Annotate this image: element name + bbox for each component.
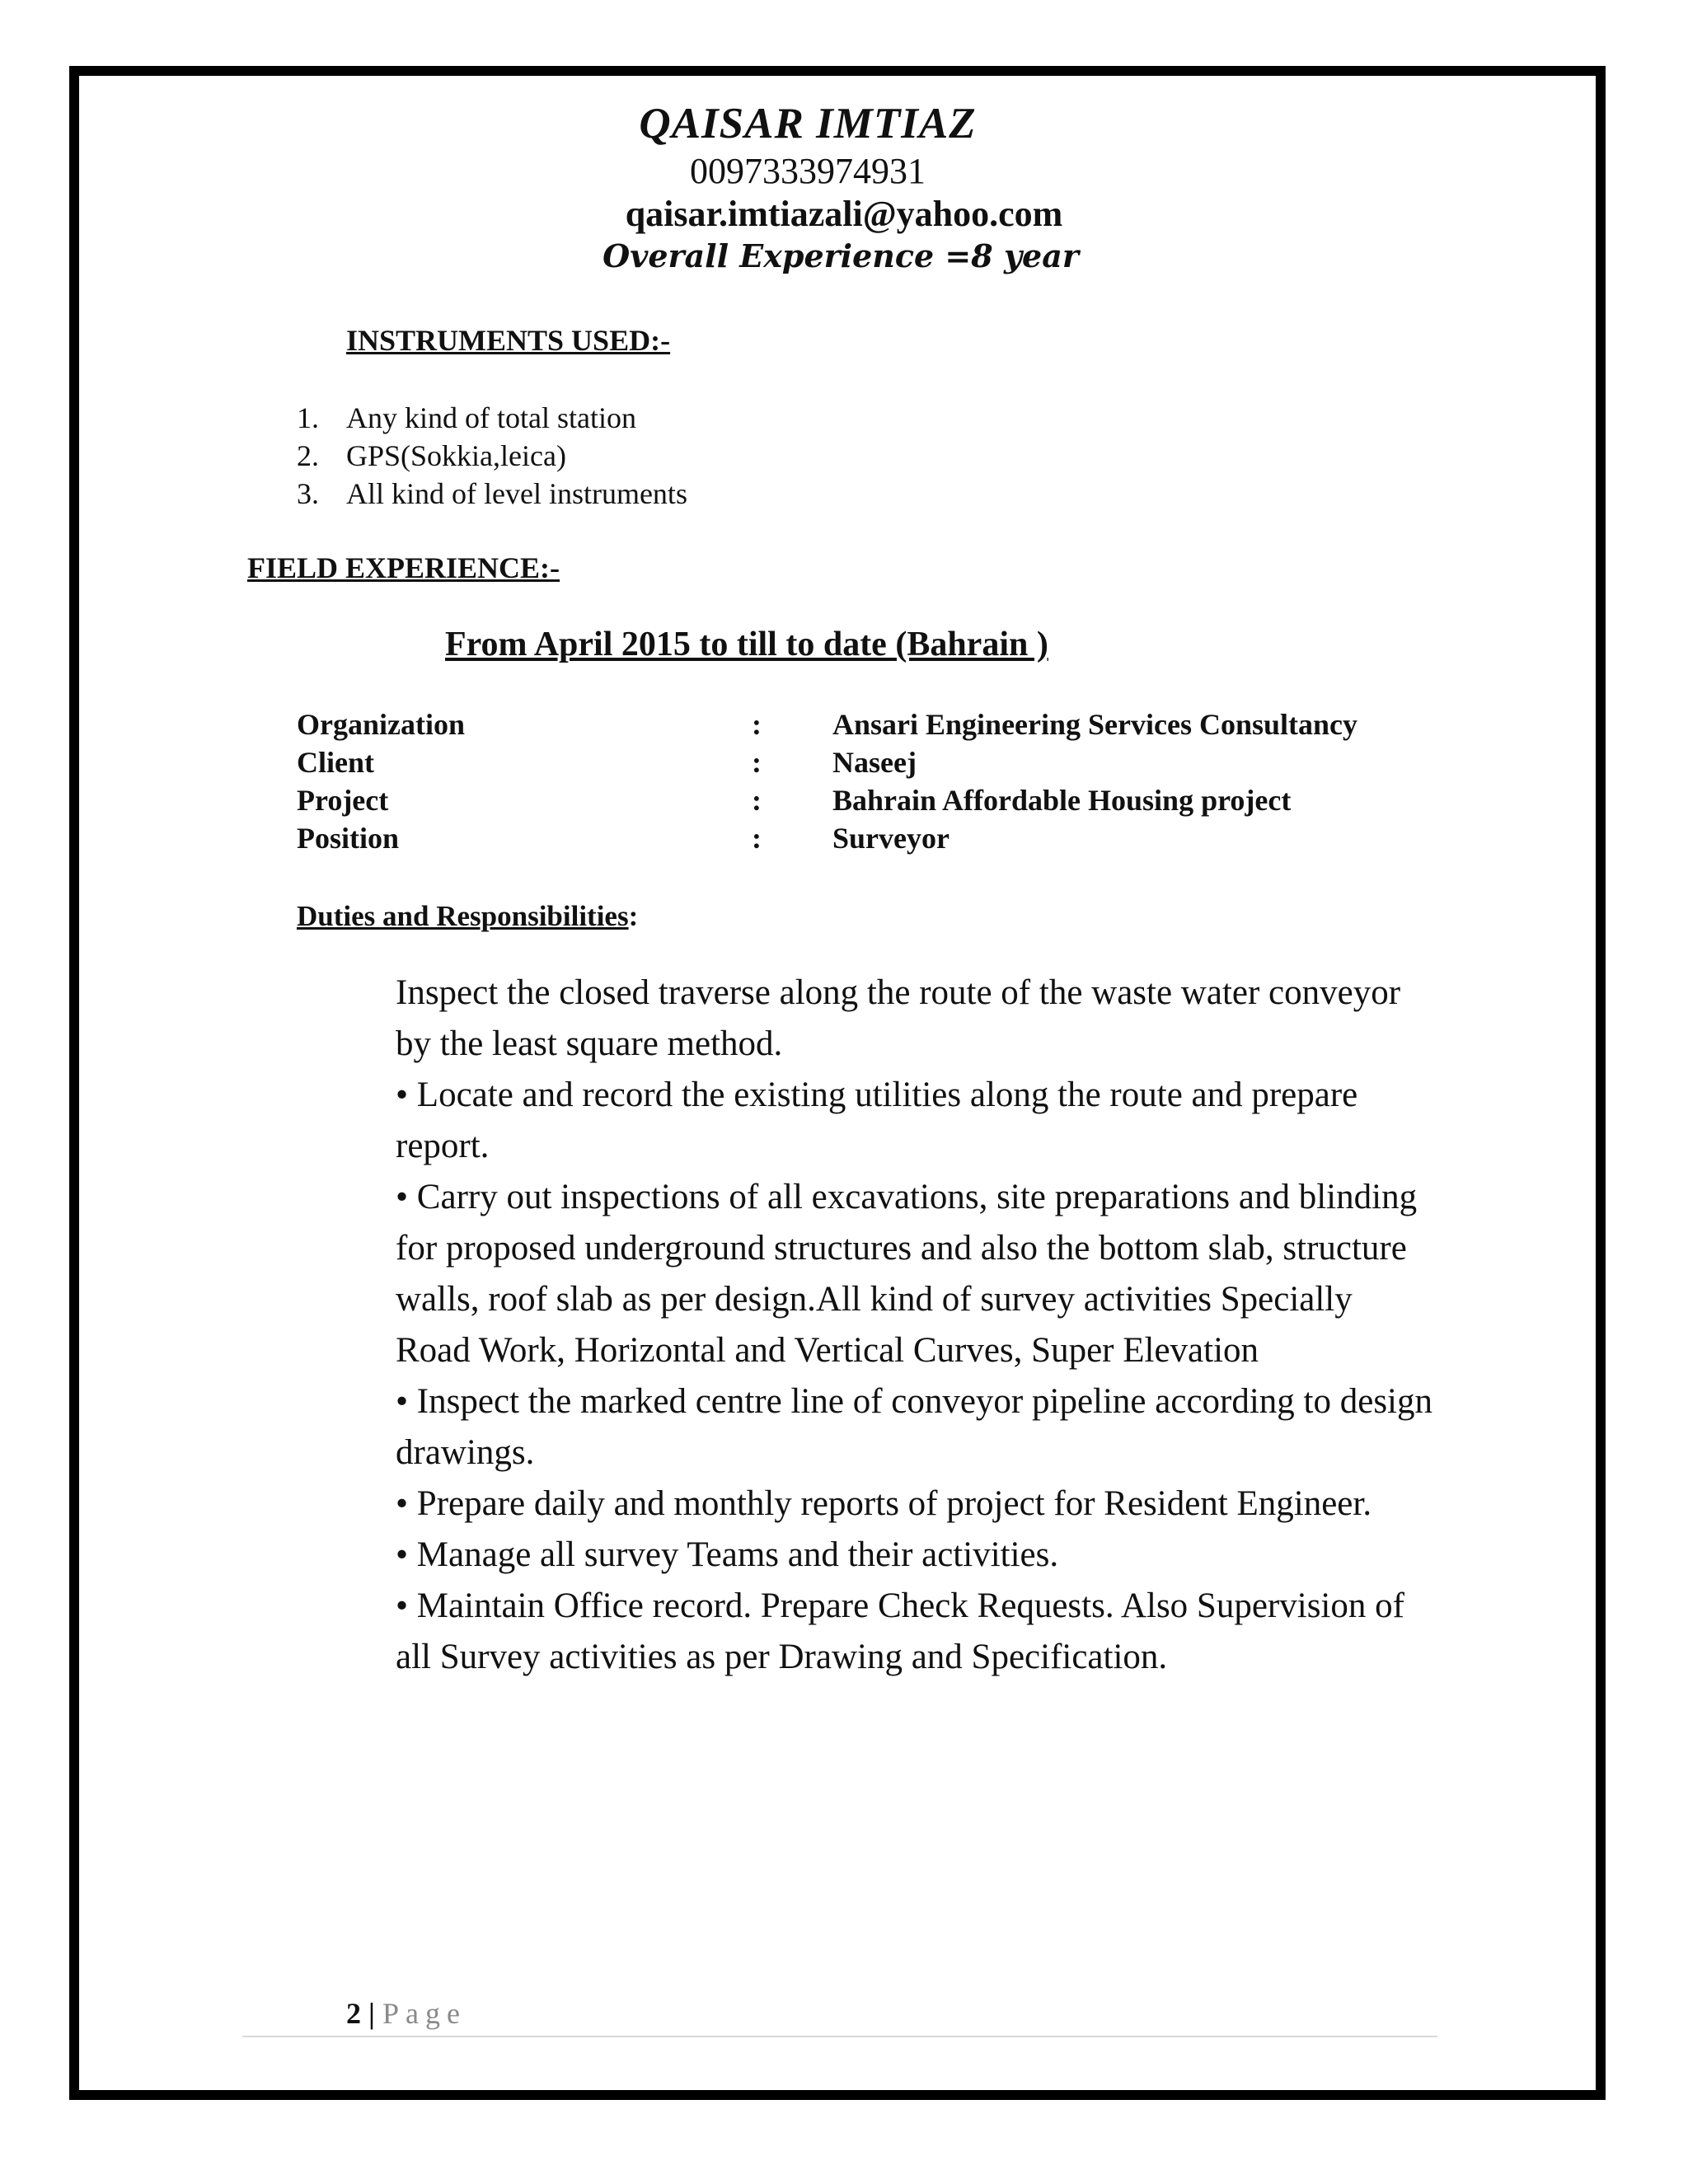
detail-row-project [297, 783, 1451, 821]
detail-colon: : [752, 746, 762, 779]
detail-label: Client [297, 746, 374, 779]
duty-item: • Locate and record the existing utilities along the route and prepare report. [396, 1076, 1358, 1165]
detail-value: Naseej [832, 746, 917, 779]
field-experience-heading: FIELD EXPERIENCE:- [247, 551, 560, 584]
detail-colon: : [752, 784, 762, 817]
list-number: 3. [297, 477, 319, 510]
footer-rule [242, 2036, 1437, 2037]
instruments-heading: INSTRUMENTS USED:- [346, 324, 671, 357]
job-details [297, 707, 1451, 859]
detail-colon: : [752, 822, 762, 855]
detail-label: Project [297, 784, 389, 817]
instruments-list [297, 399, 687, 513]
detail-value: Ansari Engineering Services Consultancy [832, 708, 1358, 741]
detail-row-position [297, 821, 1451, 859]
detail-value: Surveyor [832, 822, 950, 855]
list-item [297, 475, 687, 513]
duties-heading [297, 900, 638, 933]
list-number: 2. [297, 439, 319, 472]
duty-item: • Manage all survey Teams and their activities. [396, 1535, 1059, 1574]
list-text: GPS(Sokkia,leica) [346, 439, 566, 472]
phone-number: 0097333974931 [690, 151, 926, 191]
duty-item: Inspect the closed traverse along the route of the waste water conveyor by the least square method. [396, 973, 1401, 1063]
duty-item: • Maintain Office record. Prepare Check Requests. Also Supervision of all Survey activities as per Drawing and Specification. [396, 1586, 1404, 1676]
page-separator: | [361, 1997, 382, 2030]
detail-row-organization [297, 707, 1451, 745]
detail-label: Organization [297, 708, 465, 741]
duties-heading-suffix: : [628, 900, 639, 932]
candidate-name: QAISAR IMTIAZ [639, 100, 977, 148]
detail-value: Bahrain Affordable Housing project [832, 784, 1292, 817]
overall-experience: Overall Experience =8 year [603, 237, 1079, 274]
page-number: 2 [346, 1997, 361, 2030]
detail-label: Position [297, 822, 400, 855]
email-address: qaisar.imtiazali@yahoo.com [625, 194, 1063, 234]
duties-heading-text: Duties and Responsibilities [297, 900, 629, 932]
page-footer [346, 1996, 467, 2031]
page-label: Page [382, 1997, 467, 2030]
list-text: All kind of level instruments [346, 477, 687, 510]
list-item [297, 437, 687, 475]
experience-period: From April 2015 to till to date (Bahrain ) [445, 626, 1048, 663]
duty-item: • Prepare daily and monthly reports of project for Resident Engineer. [396, 1484, 1372, 1523]
list-text: Any kind of total station [346, 401, 636, 434]
duty-item: • Inspect the marked centre line of conveyor pipeline according to design drawings. [396, 1382, 1433, 1472]
list-item [297, 399, 687, 437]
duties-list [396, 968, 1434, 1683]
detail-row-client [297, 745, 1451, 783]
list-number: 1. [297, 401, 319, 434]
duty-item: • Carry out inspections of all excavations, site preparations and blinding for proposed underground structures and also the bottom slab, structure walls, roof slab as per design.All kind of survey activities Specially Road Work, Horizontal and Vertical Curves, Super Elevation [396, 1178, 1418, 1370]
detail-colon: : [752, 708, 762, 741]
